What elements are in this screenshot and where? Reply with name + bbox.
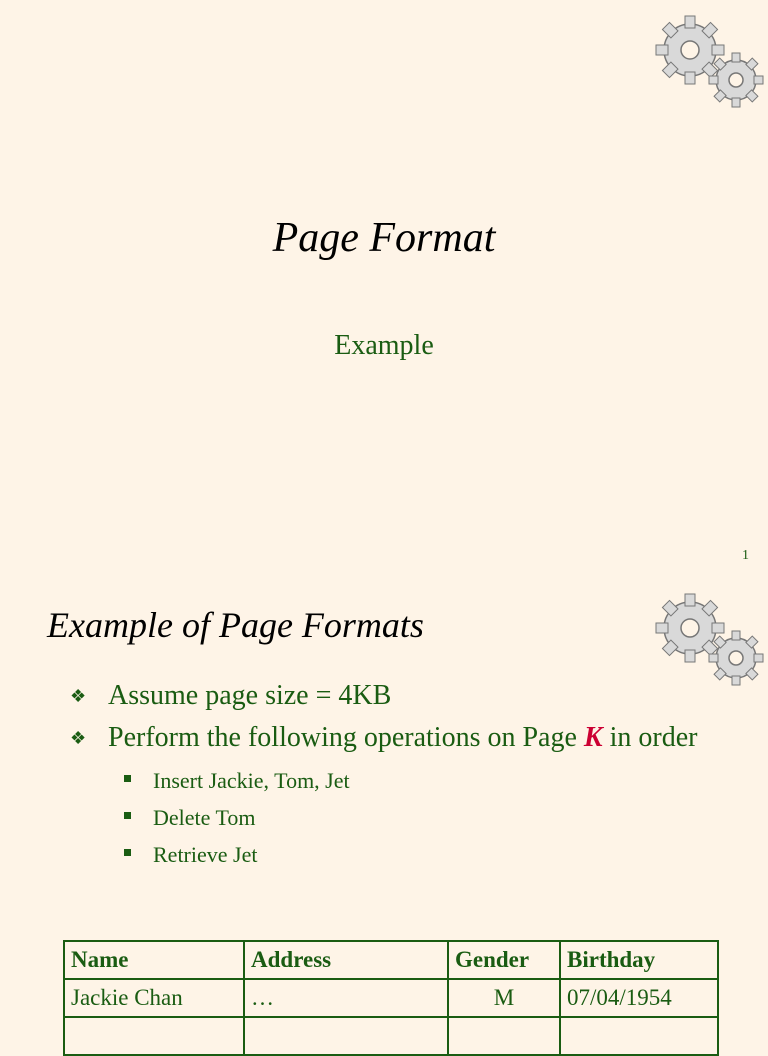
bullet-item [70,720,720,756]
table-header-row [64,941,718,979]
table-row [64,979,718,1017]
table-cell [560,1017,718,1055]
column-header: Gender [448,941,560,979]
sub-bullet-text: Delete Tom [153,805,256,830]
square-bullet-icon [124,849,131,856]
square-bullet-icon [124,812,131,819]
square-bullet-icon [124,775,131,782]
slide-title: Page Format [272,215,496,261]
sub-bullet-text: Insert Jackie, Tom, Jet [153,768,350,793]
sub-bullet-item [124,762,720,799]
bullet-text: Assume page size = 4KB [108,680,392,711]
table-cell [64,1017,244,1055]
gears-icon [648,592,766,688]
sub-bullet-item [124,836,720,873]
table-cell: … [244,979,448,1017]
table-row [64,1017,718,1055]
records-table [63,940,719,1056]
bullet-text-before: Perform the following operations on Page [108,722,584,753]
page-number: 1 [742,548,749,563]
table-cell: 07/04/1954 [560,979,718,1017]
table-cell: M [448,979,560,1017]
bullet-text-after: in order [602,722,698,753]
diamond-bullet-icon: ❖ [70,728,87,748]
page-k-highlight: K [583,722,603,753]
column-header: Birthday [560,941,718,979]
table-cell: Jackie Chan [64,979,244,1017]
diamond-bullet-icon: ❖ [70,686,87,706]
slide-title: Example of Page Formats [47,605,424,645]
bullet-list [70,678,720,873]
table-cell [448,1017,560,1055]
table-cell [244,1017,448,1055]
gears-icon [648,14,766,110]
sub-bullet-text: Retrieve Jet [153,842,258,867]
column-header: Address [244,941,448,979]
column-header: Name [64,941,244,979]
bullet-item [70,678,720,714]
bullet-text [108,720,697,756]
slide-subtitle: Example [334,330,434,361]
sub-bullet-item [124,799,720,836]
